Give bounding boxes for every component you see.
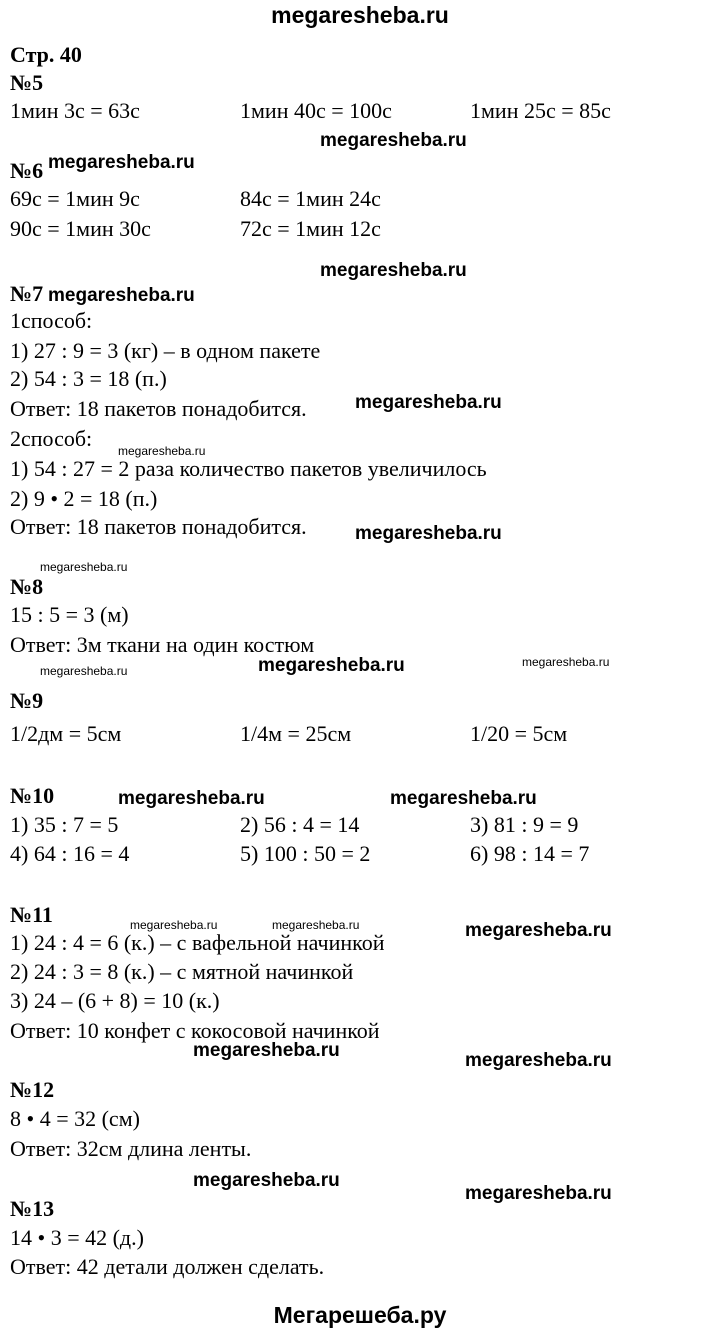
task-12-answer: Ответ: 32см длина ленты. — [10, 1136, 252, 1161]
watermark: megaresheba.ru — [465, 1183, 612, 1204]
watermark: megaresheba.ru — [40, 664, 128, 678]
task-13-answer: Ответ: 42 детали должен сделать. — [10, 1254, 325, 1279]
task-8-answer: Ответ: 3м ткани на один костюм — [10, 632, 315, 657]
task-7-method2-answer: Ответ: 18 пакетов понадобится. — [10, 514, 307, 539]
task-9-item-b: 1/4м = 25см — [240, 721, 352, 746]
task-8-step1: 15 : 5 = 3 (м) — [10, 602, 129, 627]
watermark: megaresheba.ru — [390, 788, 537, 809]
task-13-number: №13 — [10, 1196, 55, 1221]
task-7-method2-step1: 1) 54 : 27 = 2 раза количество пакетов увеличилось — [10, 456, 487, 481]
watermark: megaresheba.ru — [320, 260, 467, 281]
task-8-number: №8 — [10, 574, 44, 599]
watermark: megaresheba.ru — [258, 655, 405, 676]
task-10-expr-5: 5) 100 : 50 = 2 — [240, 841, 371, 866]
watermark: megaresheba.ru — [465, 1050, 612, 1071]
task-9-item-c: 1/20 = 5см — [470, 721, 568, 746]
task-5-number: №5 — [10, 70, 44, 95]
watermark: megaresheba.ru — [355, 523, 502, 544]
task-10-expr-2: 2) 56 : 4 = 14 — [240, 812, 360, 837]
task-6-row2-b: 72с = 1мин 12с — [240, 216, 381, 241]
task-11-step3: 3) 24 – (6 + 8) = 10 (к.) — [10, 988, 220, 1013]
task-7-number: №7 — [10, 281, 44, 306]
footer-site-name: Мегарешеба.ру — [273, 1302, 447, 1328]
task-10-number: №10 — [10, 783, 55, 808]
task-10-expr-3: 3) 81 : 9 = 9 — [470, 812, 579, 837]
task-11-number: №11 — [10, 902, 53, 927]
task-7-method2-label: 2способ: — [10, 426, 93, 451]
watermark: megaresheba.ru — [522, 655, 610, 669]
task-5-item-c: 1мин 25с = 85с — [470, 98, 611, 123]
watermark: megaresheba.ru — [48, 152, 195, 173]
watermark: megaresheba.ru — [465, 920, 612, 941]
task-7-method1-label: 1способ: — [10, 308, 93, 333]
task-11-step2: 2) 24 : 3 = 8 (к.) – с мятной начинкой — [10, 959, 354, 984]
watermark: megaresheba.ru — [320, 130, 467, 151]
task-13-step1: 14 • 3 = 42 (д.) — [10, 1225, 144, 1250]
task-11-step1: 1) 24 : 4 = 6 (к.) – с вафельной начинкой — [10, 930, 385, 955]
task-5-item-a: 1мин 3с = 63с — [10, 98, 140, 123]
page-reference: Стр. 40 — [10, 42, 82, 67]
task-10-expr-4: 4) 64 : 16 = 4 — [10, 841, 130, 866]
watermark: megaresheba.ru — [48, 285, 195, 306]
header-site-name: megaresheba.ru — [271, 2, 449, 28]
watermark: megaresheba.ru — [355, 392, 502, 413]
task-7-method1-step2: 2) 54 : 3 = 18 (п.) — [10, 366, 167, 391]
task-6-row1-b: 84с = 1мин 24с — [240, 186, 381, 211]
task-12-number: №12 — [10, 1077, 55, 1102]
watermark: megaresheba.ru — [118, 444, 206, 458]
task-5-item-b: 1мин 40с = 100с — [240, 98, 392, 123]
watermark: megaresheba.ru — [193, 1040, 340, 1061]
task-11-answer: Ответ: 10 конфет с кокосовой начинкой — [10, 1018, 380, 1043]
watermark: megaresheba.ru — [130, 918, 218, 932]
watermark: megaresheba.ru — [40, 560, 128, 574]
task-6-row1-a: 69с = 1мин 9с — [10, 186, 140, 211]
task-6-row2-a: 90с = 1мин 30с — [10, 216, 151, 241]
task-10-expr-1: 1) 35 : 7 = 5 — [10, 812, 119, 837]
watermark: megaresheba.ru — [272, 918, 360, 932]
task-9-number: №9 — [10, 688, 44, 713]
task-7-method2-step2: 2) 9 • 2 = 18 (п.) — [10, 486, 158, 511]
watermark: megaresheba.ru — [118, 788, 265, 809]
task-6-number: №6 — [10, 158, 44, 183]
task-7-method1-answer: Ответ: 18 пакетов понадобится. — [10, 396, 307, 421]
task-7-method1-step1: 1) 27 : 9 = 3 (кг) – в одном пакете — [10, 338, 321, 363]
watermark: megaresheba.ru — [193, 1170, 340, 1191]
task-10-expr-6: 6) 98 : 14 = 7 — [470, 841, 590, 866]
task-12-step1: 8 • 4 = 32 (см) — [10, 1106, 140, 1131]
task-9-item-a: 1/2дм = 5см — [10, 721, 122, 746]
